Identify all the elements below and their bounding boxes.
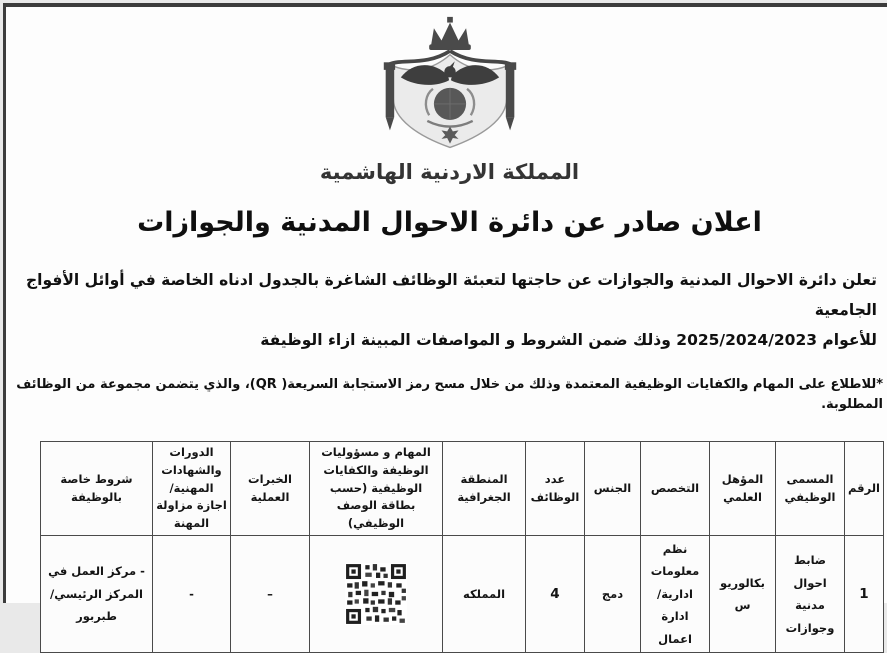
col-header-specialization: التخصص [641, 442, 710, 536]
cell-conditions: - مركز العمل في المركز الرئيسي/طبربور [41, 536, 153, 653]
cell-tasks [310, 536, 443, 653]
announcement-title: اعلان صادر عن دائرة الاحوال المدنية والجوازات [137, 207, 762, 238]
cell-experience: – [231, 536, 310, 653]
vacancies-table [40, 441, 884, 653]
cell-number: 1 [845, 536, 884, 653]
col-header-vacancies: عدد الوظائف [526, 442, 585, 536]
qr-code-icon [313, 563, 439, 625]
cell-qualification: بكالوريوس [710, 536, 776, 653]
cell-specialization: نظم معلومات ادارية/ ادارة اعمال [641, 536, 710, 653]
body-line-2: للأعوام 2025/2024/2023 وذلك ضمن الشروط و المواصفات المبينة ازاء الوظيفة [260, 331, 877, 349]
col-header-experience: الخبرات العملية [231, 442, 310, 536]
kingdom-name: المملكة الاردنية الهاشمية [319, 160, 580, 184]
announcement-body [26, 265, 877, 355]
col-header-gender: الجنس [585, 442, 641, 536]
col-header-region: المنطقة الجغرافية [443, 442, 526, 536]
qr-instruction-note: *للاطلاع على المهام والكفايات الوظيفية المعتمدة وذلك من خلال مسح رمز الاستجابة السريعة( QR)، والذي يتضمن مجموعة من الوظائف المطلوبة. [16, 377, 883, 412]
col-header-number: الرقم [845, 442, 884, 536]
cell-job-title: ضابط احوال مدنية وجوازات [776, 536, 845, 653]
col-header-qualification: المؤهل العلمي [710, 442, 776, 536]
table-row [41, 536, 884, 653]
col-header-job-title: المسمى الوظيفي [776, 442, 845, 536]
col-header-tasks: المهام و مسؤوليات الوظيفة والكفايات الوظيفية (حسب بطاقة الوصف الوظيفي) [310, 442, 443, 536]
table-header-row [41, 442, 884, 536]
cell-gender: دمج [585, 536, 641, 653]
crown-icon [429, 17, 471, 50]
col-header-conditions: شروط خاصة بالوظيفة [41, 442, 153, 536]
coat-of-arms-icon [374, 15, 526, 155]
newspaper-ad-page [3, 3, 887, 646]
body-line-1: تعلن دائرة الاحوال المدنية والجوازات عن حاجتها لتعبئة الوظائف الشاغرة بالجدول ادناه الخاصة في أوائل الأفواج الجامعية [26, 271, 877, 319]
cell-vacancies: 4 [526, 536, 585, 653]
cell-courses: - [153, 536, 231, 653]
col-header-courses: الدورات والشهادات المهنية/اجازة مزاولة المهنة [153, 442, 231, 536]
cell-region: المملكه [443, 536, 526, 653]
